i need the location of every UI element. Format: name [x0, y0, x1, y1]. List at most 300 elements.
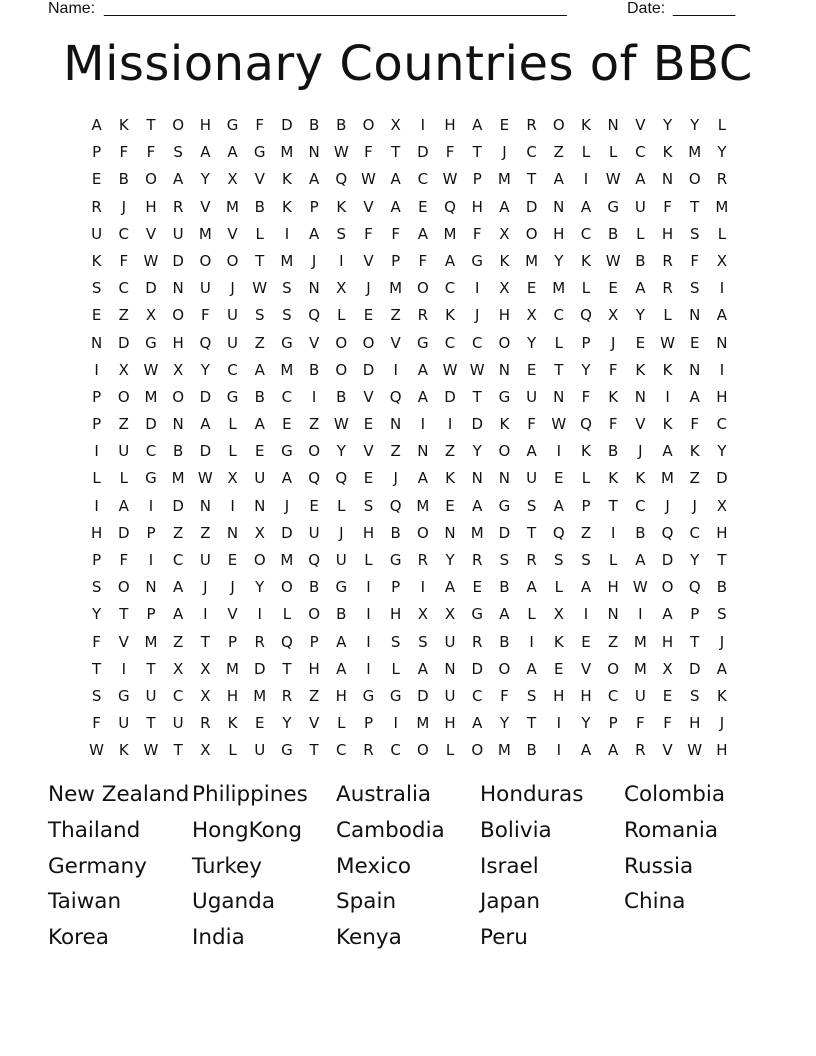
- grid-cell: V: [145, 224, 157, 243]
- grid-cell: H: [90, 523, 103, 542]
- grid-cell: T: [391, 143, 401, 162]
- date-line: _______: [673, 0, 736, 17]
- grid-cell: L: [119, 469, 128, 488]
- grid-cell: N: [172, 279, 184, 298]
- grid-cell: A: [580, 741, 592, 760]
- grid-cell: B: [499, 632, 510, 651]
- grid-cell: E: [254, 714, 265, 733]
- grid-cell: F: [92, 632, 101, 651]
- grid-cell: J: [502, 143, 507, 162]
- grid-cell: Z: [173, 632, 184, 651]
- grid-cell: C: [444, 333, 456, 352]
- grid-cell: G: [145, 469, 157, 488]
- grid-cell: C: [553, 306, 565, 325]
- grid-cell: F: [391, 224, 400, 243]
- grid-cell: U: [199, 551, 211, 569]
- grid-cell: Y: [200, 170, 210, 189]
- grid-cell: A: [662, 442, 673, 461]
- grid-row: [83, 656, 736, 683]
- grid-cell: X: [145, 306, 157, 325]
- grid-cell: W: [333, 143, 349, 162]
- grid-cell: W: [442, 170, 458, 189]
- grid-cell: B: [499, 578, 510, 597]
- grid-cell: G: [498, 496, 511, 515]
- grid-cell: B: [608, 224, 619, 243]
- grid-row: [83, 194, 736, 221]
- word-list-item: Uganda: [192, 889, 276, 915]
- grid-cell: B: [308, 360, 320, 379]
- grid-cell: V: [118, 632, 129, 651]
- grid-cell: M: [280, 143, 294, 162]
- grid-cell: N: [90, 333, 103, 352]
- grid-cell: N: [553, 387, 565, 406]
- grid-cell: C: [444, 279, 456, 298]
- grid-cell: F: [690, 415, 700, 434]
- grid-cell: Q: [199, 333, 212, 352]
- grid-cell: H: [172, 333, 184, 352]
- grid-cell: O: [145, 170, 157, 189]
- grid-cell: E: [309, 496, 319, 515]
- grid-cell: F: [581, 387, 591, 406]
- grid-cell: N: [634, 387, 646, 406]
- grid-cell: Q: [580, 306, 592, 325]
- grid-cell: V: [308, 714, 320, 733]
- grid-cell: I: [420, 578, 426, 597]
- grid-cell: M: [280, 251, 294, 270]
- grid-cell: J: [121, 197, 126, 216]
- grid-cell: I: [583, 605, 589, 624]
- grid-cell: M: [280, 360, 294, 379]
- word-list-item: Thailand: [48, 817, 141, 843]
- grid-cell: O: [253, 551, 266, 569]
- grid-cell: Q: [661, 523, 674, 542]
- grid-cell: U: [444, 686, 456, 705]
- grid-cell: L: [717, 116, 727, 134]
- grid-cell: Y: [635, 306, 645, 325]
- grid-cell: I: [556, 442, 561, 461]
- grid-row: [83, 737, 736, 764]
- grid-cell: N: [444, 659, 456, 678]
- grid-cell: X: [173, 659, 184, 678]
- grid-cell: I: [366, 605, 371, 624]
- grid-cell: B: [118, 170, 129, 189]
- grid-cell: A: [472, 116, 483, 134]
- grid-cell: M: [688, 143, 702, 162]
- grid-cell: F: [146, 143, 156, 162]
- grid-cell: H: [444, 116, 456, 134]
- grid-cell: G: [607, 197, 619, 216]
- grid-cell: B: [254, 197, 265, 216]
- grid-cell: X: [417, 605, 428, 624]
- grid-cell: Z: [390, 306, 401, 325]
- word-list: [48, 777, 768, 956]
- grid-cell: O: [498, 442, 511, 461]
- grid-cell: I: [94, 496, 99, 515]
- grid-cell: A: [336, 632, 347, 651]
- grid-cell: E: [635, 333, 646, 352]
- grid-cell: D: [172, 251, 184, 270]
- grid-row: [83, 275, 736, 302]
- grid-cell: Y: [717, 143, 727, 162]
- grid-cell: A: [499, 605, 510, 624]
- grid-cell: Y: [717, 442, 727, 461]
- grid-cell: A: [580, 197, 592, 216]
- grid-cell: U: [444, 632, 456, 651]
- grid-row: [83, 330, 736, 357]
- grid-cell: A: [526, 442, 537, 461]
- grid-cell: V: [635, 415, 646, 434]
- grid-cell: F: [255, 116, 265, 134]
- grid-cell: I: [121, 659, 126, 678]
- grid-cell: C: [118, 279, 130, 298]
- grid-cell: O: [471, 741, 484, 760]
- grid-cell: D: [716, 469, 728, 488]
- grid-cell: I: [94, 360, 99, 379]
- grid-cell: Z: [254, 333, 265, 352]
- grid-cell: D: [471, 659, 483, 678]
- grid-cell: N: [689, 306, 701, 325]
- grid-cell: D: [362, 360, 375, 379]
- grid-cell: S: [254, 306, 265, 325]
- grid-cell: J: [339, 523, 344, 542]
- grid-cell: S: [363, 496, 374, 515]
- grid-cell: F: [663, 197, 672, 216]
- grid-cell: A: [580, 578, 592, 597]
- grid-cell: H: [444, 714, 456, 733]
- grid-cell: G: [226, 116, 239, 134]
- grid-cell: O: [281, 578, 293, 597]
- grid-cell: D: [498, 523, 511, 542]
- grid-cell: E: [689, 333, 700, 352]
- grid-cell: W: [89, 741, 105, 760]
- grid-cell: G: [281, 741, 293, 760]
- grid-cell: M: [497, 170, 511, 189]
- grid-cell: M: [497, 741, 511, 760]
- grid-cell: E: [581, 632, 591, 651]
- grid-cell: W: [442, 360, 458, 379]
- grid-cell: U: [227, 333, 239, 352]
- grid-cell: L: [391, 659, 400, 678]
- grid-cell: V: [227, 224, 238, 243]
- grid-cell: L: [228, 741, 237, 760]
- grid-row: [83, 302, 736, 329]
- grid-cell: C: [118, 224, 130, 243]
- grid-cell: D: [417, 686, 429, 705]
- grid-cell: S: [91, 686, 102, 705]
- grid-cell: K: [336, 197, 347, 216]
- grid-cell: T: [309, 741, 319, 760]
- grid-cell: R: [472, 632, 483, 651]
- grid-cell: M: [552, 279, 566, 298]
- grid-cell: V: [390, 333, 401, 352]
- grid-cell: E: [526, 279, 537, 298]
- grid-cell: I: [529, 632, 534, 651]
- grid-cell: D: [253, 659, 266, 678]
- grid-cell: P: [309, 197, 319, 216]
- grid-cell: I: [610, 523, 616, 542]
- grid-cell: E: [282, 415, 292, 434]
- grid-cell: B: [526, 741, 537, 760]
- grid-cell: C: [580, 224, 592, 243]
- grid-cell: A: [662, 605, 673, 624]
- grid-cell: K: [445, 469, 455, 488]
- grid-cell: V: [200, 197, 211, 216]
- grid-cell: H: [553, 224, 565, 243]
- grid-cell: P: [391, 578, 401, 597]
- grid-cell: S: [689, 279, 700, 298]
- grid-cell: L: [337, 496, 346, 515]
- grid-cell: Y: [282, 714, 292, 733]
- word-list-item: Philippines: [192, 782, 308, 807]
- grid-cell: D: [417, 143, 429, 162]
- grid-cell: M: [633, 659, 647, 678]
- grid-cell: I: [420, 116, 426, 134]
- grid-cell: K: [118, 741, 129, 760]
- word-list-item: China: [624, 889, 686, 915]
- grid-cell: W: [605, 251, 621, 270]
- grid-cell: P: [92, 415, 102, 434]
- grid-cell: L: [364, 551, 373, 569]
- grid-row: [83, 139, 736, 166]
- grid-cell: I: [638, 605, 643, 624]
- grid-cell: J: [610, 333, 616, 352]
- grid-cell: G: [471, 605, 484, 624]
- grid-row: [83, 683, 736, 710]
- grid-cell: I: [556, 714, 561, 733]
- grid-cell: S: [91, 279, 102, 298]
- grid-cell: O: [172, 387, 185, 406]
- grid-cell: G: [117, 686, 130, 705]
- grid-cell: X: [227, 170, 238, 189]
- grid-cell: N: [498, 469, 511, 488]
- grid-cell: G: [498, 387, 511, 406]
- grid-cell: A: [173, 578, 184, 597]
- grid-cell: X: [553, 605, 564, 624]
- grid-cell: S: [390, 632, 401, 651]
- grid-cell: B: [173, 442, 184, 461]
- grid-cell: O: [498, 333, 511, 352]
- grid-cell: A: [91, 116, 102, 134]
- grid-cell: K: [281, 197, 292, 216]
- grid-cell: X: [200, 686, 211, 705]
- grid-cell: T: [200, 632, 210, 651]
- grid-cell: U: [335, 551, 347, 569]
- grid-cell: K: [635, 360, 646, 379]
- grid-cell: R: [281, 686, 293, 705]
- grid-cell: D: [199, 387, 212, 406]
- name-line: ____________________________________________________: [104, 0, 567, 17]
- grid-cell: P: [146, 605, 156, 624]
- grid-cell: J: [719, 714, 725, 733]
- grid-cell: U: [634, 686, 646, 705]
- grid-cell: U: [172, 224, 184, 243]
- grid-cell: E: [662, 686, 673, 705]
- grid-cell: I: [556, 741, 561, 760]
- grid-row: [83, 629, 736, 656]
- grid-cell: R: [662, 279, 673, 298]
- grid-cell: U: [526, 387, 538, 406]
- grid-cell: F: [663, 714, 672, 733]
- grid-cell: X: [118, 360, 129, 379]
- grid-cell: X: [499, 279, 510, 298]
- grid-cell: I: [366, 578, 371, 597]
- grid-cell: G: [389, 686, 402, 705]
- grid-cell: E: [526, 360, 537, 379]
- grid-cell: G: [226, 387, 239, 406]
- grid-cell: J: [284, 496, 290, 515]
- grid-cell: C: [390, 741, 401, 760]
- grid-cell: F: [608, 415, 618, 434]
- grid-cell: Q: [335, 170, 348, 189]
- grid-cell: U: [145, 686, 157, 705]
- grid-row: [83, 438, 736, 465]
- grid-row: [83, 601, 736, 628]
- grid-cell: H: [580, 686, 592, 705]
- grid-cell: H: [661, 632, 674, 651]
- grid-cell: G: [362, 686, 375, 705]
- grid-cell: M: [144, 632, 158, 651]
- grid-cell: A: [118, 496, 129, 515]
- word-list-item: Peru: [480, 925, 528, 951]
- grid-cell: U: [308, 523, 320, 542]
- grid-cell: Z: [173, 523, 184, 542]
- grid-cell: D: [199, 442, 212, 461]
- grid-cell: H: [498, 306, 511, 325]
- grid-cell: H: [716, 741, 728, 760]
- grid-cell: K: [281, 170, 292, 189]
- grid-cell: A: [417, 659, 428, 678]
- grid-cell: I: [420, 415, 426, 434]
- grid-cell: L: [608, 551, 618, 569]
- grid-cell: C: [471, 333, 483, 352]
- grid-cell: M: [416, 714, 430, 733]
- grid-cell: Z: [390, 442, 401, 461]
- grid-cell: A: [173, 605, 184, 624]
- grid-cell: N: [471, 469, 483, 488]
- grid-cell: F: [201, 306, 210, 325]
- grid-cell: C: [336, 741, 347, 760]
- grid-cell: U: [526, 469, 538, 488]
- grid-cell: S: [336, 224, 347, 243]
- grid-cell: X: [336, 279, 347, 298]
- grid-cell: K: [499, 251, 510, 270]
- grid-cell: X: [173, 360, 184, 379]
- grid-cell: Z: [444, 442, 456, 461]
- grid-cell: I: [393, 360, 398, 379]
- grid-cell: H: [471, 197, 483, 216]
- grid-cell: U: [634, 197, 646, 216]
- grid-cell: O: [607, 659, 620, 678]
- word-list-item: Cambodia: [336, 817, 445, 843]
- grid-cell: D: [281, 523, 293, 542]
- grid-cell: A: [200, 415, 211, 434]
- grid-cell: B: [635, 523, 646, 542]
- grid-cell: S: [282, 306, 292, 325]
- word-list-item: Mexico: [336, 853, 412, 879]
- grid-cell: S: [581, 551, 591, 569]
- grid-cell: T: [527, 170, 537, 189]
- word-list-item: Romania: [624, 817, 719, 843]
- grid-cell: Z: [308, 686, 320, 705]
- grid-cell: A: [444, 251, 456, 270]
- grid-cell: D: [145, 279, 157, 298]
- grid-cell: A: [254, 360, 265, 379]
- grid-cell: L: [228, 442, 237, 461]
- grid-cell: D: [118, 523, 130, 542]
- grid-cell: F: [690, 251, 700, 270]
- grid-cell: A: [254, 415, 265, 434]
- grid-cell: O: [688, 170, 701, 189]
- grid-cell: T: [146, 659, 156, 678]
- grid-cell: P: [581, 333, 591, 352]
- grid-cell: L: [337, 306, 346, 325]
- grid-cell: X: [200, 659, 211, 678]
- grid-cell: H: [390, 605, 402, 624]
- grid-cell: K: [91, 251, 102, 270]
- word-list-item: Bolivia: [480, 817, 552, 843]
- grid-cell: T: [146, 116, 156, 134]
- grid-cell: T: [717, 551, 727, 569]
- grid-cell: T: [608, 496, 618, 515]
- grid-cell: E: [554, 659, 564, 678]
- grid-cell: D: [118, 333, 130, 352]
- grid-cell: S: [282, 279, 292, 298]
- grid-cell: H: [362, 523, 375, 542]
- grid-cell: Y: [662, 116, 673, 134]
- grid-cell: F: [364, 143, 373, 162]
- grid-cell: I: [366, 632, 371, 651]
- grid-cell: O: [498, 659, 511, 678]
- grid-cell: Y: [200, 360, 210, 379]
- grid-cell: R: [716, 170, 728, 189]
- grid-cell: B: [336, 605, 347, 624]
- grid-cell: A: [716, 659, 728, 678]
- grid-cell: B: [308, 116, 320, 134]
- grid-cell: V: [363, 251, 374, 270]
- grid-cell: E: [363, 469, 374, 488]
- grid-cell: L: [554, 578, 563, 597]
- grid-cell: I: [447, 415, 453, 434]
- grid-cell: I: [475, 279, 480, 298]
- grid-row: [83, 221, 736, 248]
- grid-cell: A: [635, 279, 646, 298]
- grid-row: [83, 248, 736, 275]
- grid-cell: M: [661, 469, 674, 488]
- grid-cell: J: [230, 279, 235, 298]
- grid-cell: H: [145, 197, 157, 216]
- grid-cell: V: [363, 442, 374, 461]
- grid-cell: X: [662, 659, 673, 678]
- grid-cell: L: [527, 605, 536, 624]
- grid-cell: W: [361, 170, 376, 189]
- grid-cell: W: [197, 469, 213, 488]
- grid-cell: T: [472, 143, 482, 162]
- grid-cell: J: [692, 496, 697, 515]
- grid-cell: R: [526, 551, 537, 569]
- grid-cell: D: [145, 415, 157, 434]
- grid-cell: S: [689, 686, 700, 705]
- grid-cell: N: [553, 197, 565, 216]
- grid-cell: J: [311, 251, 317, 270]
- grid-cell: A: [417, 224, 428, 243]
- grid-cell: O: [416, 279, 429, 298]
- grid-cell: K: [689, 442, 700, 461]
- grid-cell: H: [226, 686, 239, 705]
- grid-cell: Q: [389, 496, 402, 515]
- grid-cell: N: [254, 496, 266, 515]
- grid-cell: K: [608, 387, 619, 406]
- grid-cell: B: [716, 578, 728, 597]
